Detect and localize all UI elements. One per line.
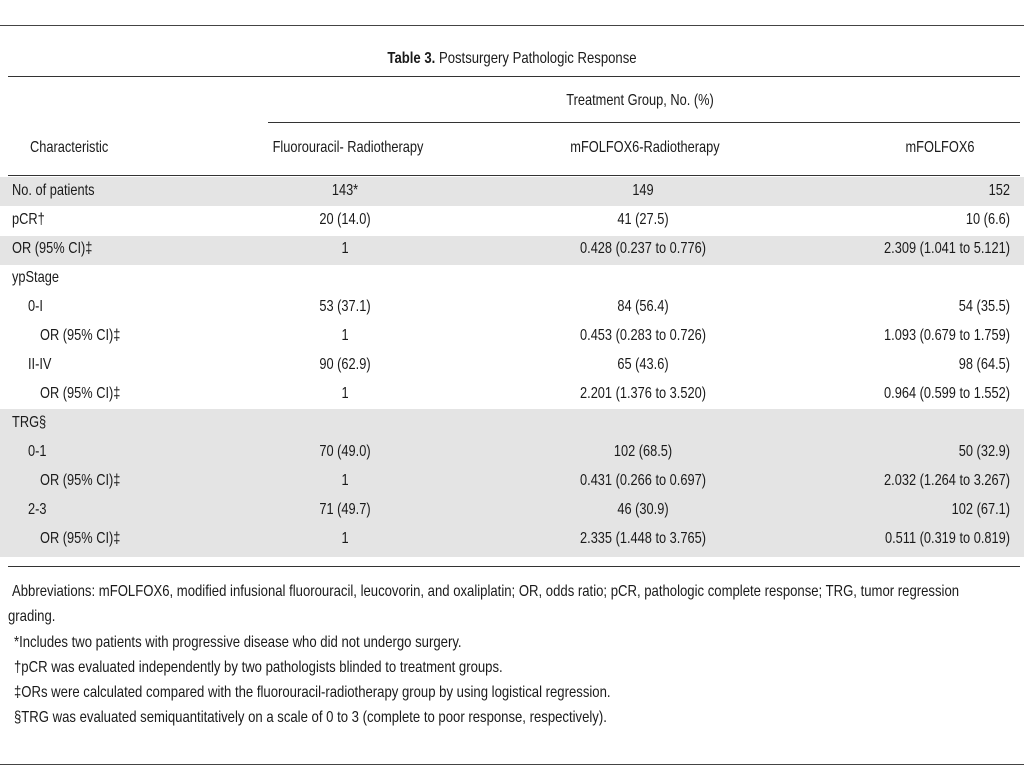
table-cell: 152 <box>988 182 1010 199</box>
table-cell: 50 (32.9) <box>958 443 1010 460</box>
table-cell: 46 (30.9) <box>617 501 669 518</box>
table-cell: 70 (49.0) <box>319 443 371 460</box>
table-cell: 54 (35.5) <box>958 298 1010 315</box>
row-label: 0-1 <box>28 443 47 460</box>
table-cell: 0.428 (0.237 to 0.776) <box>580 240 706 257</box>
column-header-fu-rt: Fluorouracil- Radiotherapy <box>272 139 424 156</box>
table-cell: 1 <box>341 385 349 402</box>
row-label: ypStage <box>12 269 59 286</box>
table-cell: 0.964 (0.599 to 1.552) <box>884 385 1010 402</box>
table-cell: 1.093 (0.679 to 1.759) <box>884 327 1010 344</box>
row-label: 0-I <box>28 298 43 315</box>
table-cell: 1 <box>341 327 349 344</box>
row-label: TRG§ <box>12 414 47 431</box>
table-cell: 2.201 (1.376 to 3.520) <box>580 385 706 402</box>
row-label: No. of patients <box>12 182 95 199</box>
table-cell: 10 (6.6) <box>965 211 1010 228</box>
table-cell: 1 <box>341 530 349 547</box>
footnote-section: §TRG was evaluated semiquantitatively on a scale of 0 to 3 (complete to poor response, respectively). <box>14 709 607 726</box>
table-cell: 1 <box>341 472 349 489</box>
table-cell: 102 (68.5) <box>613 443 673 460</box>
table-cell: 84 (56.4) <box>617 298 669 315</box>
row-label: pCR† <box>12 211 45 228</box>
title-rule <box>8 76 1020 77</box>
table-cell: 90 (62.9) <box>319 356 371 373</box>
table-cell: 102 (67.1) <box>951 501 1010 518</box>
table-cell: 20 (14.0) <box>319 211 371 228</box>
footnote-star: *Includes two patients with progressive disease who did not undergo surgery. <box>14 634 462 651</box>
footnote-dagger: †pCR was evaluated independently by two pathologists blinded to treatment groups. <box>14 659 503 676</box>
table-cell: 1 <box>341 240 349 257</box>
table-cell: 143* <box>331 182 359 199</box>
table-title <box>92 50 932 68</box>
table-bottom-rule <box>8 566 1020 567</box>
table-cell: 65 (43.6) <box>617 356 669 373</box>
table-cell: 0.453 (0.283 to 0.726) <box>580 327 706 344</box>
table-cell: 149 <box>632 182 654 199</box>
table-cell: 71 (49.7) <box>319 501 371 518</box>
table-cell: 53 (37.1) <box>319 298 371 315</box>
table-number: Table 3. <box>387 50 436 67</box>
table-caption: Postsurgery Pathologic Response <box>438 50 637 67</box>
row-label: OR (95% CI)‡ <box>40 327 121 344</box>
table-cell: 0.431 (0.266 to 0.697) <box>580 472 706 489</box>
row-label: II-IV <box>28 356 52 373</box>
row-label: OR (95% CI)‡ <box>12 240 93 257</box>
table-cell: 2.335 (1.448 to 3.765) <box>580 530 706 547</box>
table-cell: 98 (64.5) <box>958 356 1010 373</box>
row-label: 2-3 <box>28 501 47 518</box>
column-header-mfolfox6: mFOLFOX6 <box>905 139 975 156</box>
group-header: Treatment Group, No. (%) <box>566 92 714 109</box>
row-label: OR (95% CI)‡ <box>40 385 121 402</box>
table-cell: 41 (27.5) <box>617 211 669 228</box>
footnote-double-dagger: ‡ORs were calculated compared with the fluorouracil-radiotherapy group by using logistical regression. <box>14 684 611 701</box>
row-label: OR (95% CI)‡ <box>40 530 121 547</box>
column-header-mfolfox6-rt: mFOLFOX6-Radiotherapy <box>570 139 720 156</box>
row-label: OR (95% CI)‡ <box>40 472 121 489</box>
footnote-abbreviations-cont: grading. <box>8 608 56 625</box>
header-rule <box>8 175 1020 176</box>
table-cell: 0.511 (0.319 to 0.819) <box>884 530 1010 547</box>
characteristic-header: Characteristic <box>30 139 109 156</box>
group-rule <box>268 122 1020 123</box>
footnote-abbreviations: Abbreviations: mFOLFOX6, modified infusional fluorouracil, leucovorin, and oxaliplatin; OR, odds ratio; pCR, pathologic complete response; TRG, tumor regression <box>12 583 960 600</box>
table-cell: 2.032 (1.264 to 3.267) <box>884 472 1010 489</box>
table-cell: 2.309 (1.041 to 5.121) <box>884 240 1010 257</box>
